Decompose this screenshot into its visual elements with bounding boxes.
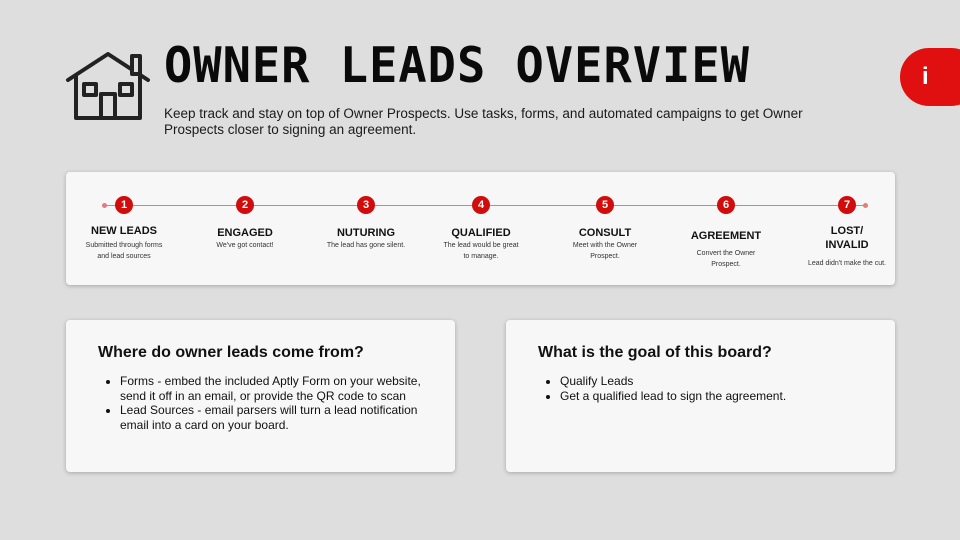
list-item: • Forms - embed the included Aptly Form on your website, send it off in an email, or provide the QR code to scan [120, 374, 440, 403]
stage-number: 2 [236, 196, 254, 214]
stage-label: NEW LEADS [91, 225, 157, 237]
stage-description: Lead didn't make the cut. [808, 260, 886, 267]
stage-number: 1 [115, 196, 133, 214]
stage-label: LOST/ INVALID [825, 225, 869, 251]
board-goal-card [506, 320, 895, 472]
stage-description: We've got contact! [216, 242, 274, 249]
timeline-end-dot [863, 203, 868, 208]
stage-number: 3 [357, 196, 375, 214]
page-subtitle: Keep track and stay on top of Owner Prospects. Use tasks, forms, and automated campaigns to get Owner Prospects closer to signing an agreement. [164, 106, 803, 137]
page-title: OWNER LEADS OVERVIEW [164, 36, 750, 95]
stage-label: AGREEMENT [690, 230, 762, 242]
info-button[interactable] [900, 48, 960, 106]
house-icon [64, 50, 152, 122]
stage-description: The lead would be great to manage. [443, 242, 519, 260]
stage-description: Submitted through forms and lead sources [85, 242, 163, 260]
info-icon: i [922, 63, 929, 90]
stage-number: 6 [717, 196, 735, 214]
list-item: • Lead Sources - email parsers will turn a lead notification email into a card on your board. [120, 403, 440, 432]
list-item: • Get a qualified lead to sign the agreement. [560, 389, 880, 404]
card-title: Where do owner leads come from? [98, 344, 364, 361]
stage-label: CONSULT [578, 227, 632, 239]
stage-label: QUALIFIED [451, 227, 511, 239]
stage-description: Meet with the Owner Prospect. [572, 242, 638, 260]
pipeline-timeline [66, 172, 895, 285]
card-list [120, 374, 440, 432]
lead-sources-card [66, 320, 455, 472]
list-item: • Qualify Leads [560, 374, 880, 389]
card-title: What is the goal of this board? [538, 344, 772, 361]
stage-description: The lead has gone silent. [326, 242, 406, 249]
stage-number: 5 [596, 196, 614, 214]
card-list [560, 374, 880, 403]
timeline-start-dot [102, 203, 107, 208]
stage-number: 4 [472, 196, 490, 214]
stage-description: Convert the Owner Prospect. [696, 250, 756, 268]
stage-label: ENGAGED [217, 227, 273, 239]
stage-label: NUTURING [336, 227, 396, 239]
stage-number: 7 [838, 196, 856, 214]
